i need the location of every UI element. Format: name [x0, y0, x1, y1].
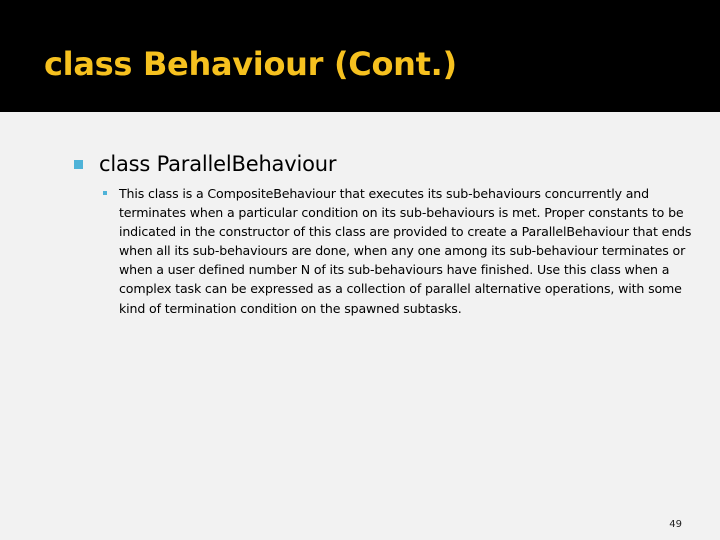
small-square-bullet-icon [103, 191, 107, 195]
bullet-level-1-text: class ParallelBehaviour [99, 152, 337, 176]
bullet-level-2 [103, 184, 703, 318]
title-bar [0, 0, 720, 112]
page-number: 49 [669, 519, 682, 530]
slide-content [0, 112, 720, 540]
slide-title: class Behaviour (Cont.) [44, 45, 457, 83]
square-bullet-icon [74, 160, 83, 169]
bullet-level-2-text: This class is a CompositeBehaviour that executes its sub-behaviours concurrently and terminates when a particular condition on its sub-behaviours is met. Proper constants to be indicated in the constructor of this class are provided to create a ParallelBehaviour that ends when all its sub-behaviours are done, when any one among its sub-behaviour terminates or when a user defined number N of its sub-behaviours have finished. Use this class when a complex task can be expressed as a collection of parallel alternative operations, with some kind of termination condition on the spawned subtasks. [119, 186, 692, 316]
bullet-level-1 [74, 150, 336, 178]
